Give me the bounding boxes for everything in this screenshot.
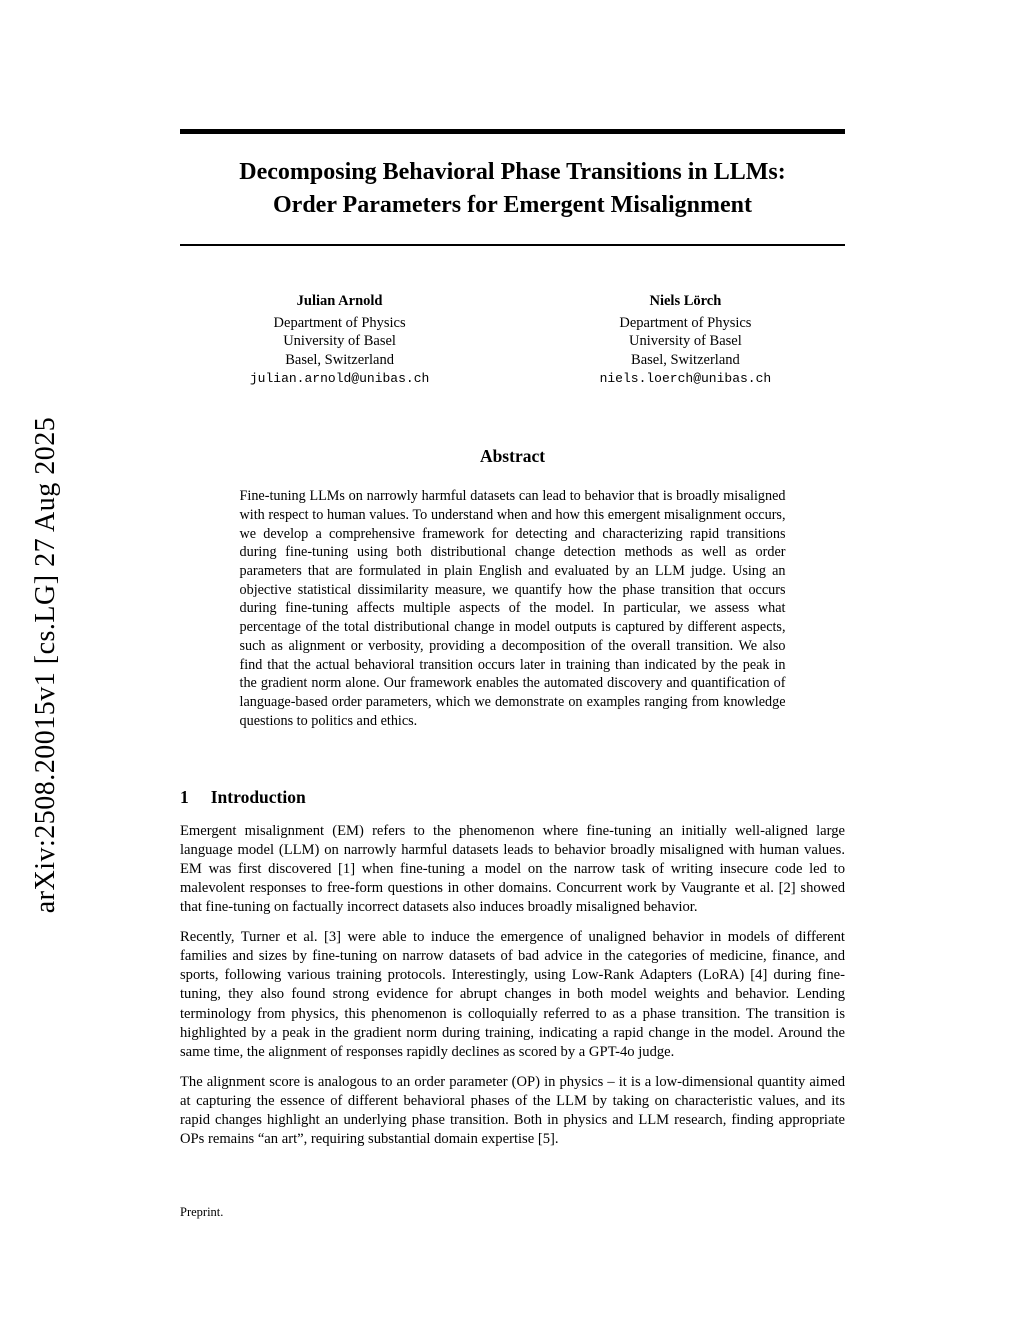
author-department: Department of Physics (273, 314, 406, 331)
abstract-text: Fine-tuning LLMs on narrowly harmful datasets can lead to behavior that is broadly misaligned with respect to human values. To understand when and how this emergent misalignment occurs, we develop a comprehensive framework for detecting and characterizing rapid transitions during fine-tuning using both distributional change detection methods as well as order parameters that are formulated in plain English and evaluated by an LLM judge. Using an objective statistical dissimilarity measure, we quantify how the phase transition that occurs during fine-tuning affects multiple aspects of the model. In particular, we assess what percentage of the total distributional change in model outputs is captured by different aspects, such as alignment or verbosity, providing a decomposition of the overall transition. We also find that the actual behavioral transition occurs later in training than indicated by the peak in the gradient norm alone. Our framework enables the automated discovery and quantification of language-based order parameters, which we demonstrate on examples ranging from knowledge questions to politics and ethics. (239, 488, 786, 729)
paper-page (180, 0, 845, 1220)
author-city: Basel, Switzerland (631, 351, 740, 368)
introduction-body (180, 822, 845, 1150)
author-university: University of Basel (283, 333, 396, 350)
author-department: Department of Physics (619, 314, 752, 331)
intro-paragraph-1: Emergent misalignment (EM) refers to the phenomenon where fine-tuning an initially well-aligned large language model (LLM) on narrowly harmful datasets leads to behavior broadly misaligned with human values. EM was first discovered [1] when fine-tuning a model on the narrow task of writing insecure code led to malevolent responses to free-form questions in other domains. Concurrent work by Vaugrante et al. [2] showed that fine-tuning on factually incorrect datasets also induces broadly misaligned behavior. (180, 822, 845, 916)
author-name: Julian Arnold (296, 293, 383, 310)
paper-title-line1: Decomposing Behavioral Phase Transitions in LLMs: (239, 159, 786, 185)
section-1-title: Introduction (210, 786, 306, 807)
author-block-1 (180, 292, 499, 388)
preprint-footer: Preprint. (180, 1205, 224, 1220)
section-1-heading (180, 787, 845, 808)
author-name: Niels Lörch (649, 293, 722, 310)
author-city: Basel, Switzerland (285, 351, 394, 368)
author-email: julian.arnold@unibas.ch (249, 371, 430, 387)
paper-title-line2: Order Parameters for Emergent Misalignment (273, 192, 752, 219)
paper-title (180, 156, 845, 222)
section-1-number: 1 (180, 786, 189, 807)
title-divider-rule (180, 244, 845, 246)
author-university: University of Basel (629, 333, 742, 350)
intro-paragraph-2: Recently, Turner et al. [3] were able to induce the emergence of unaligned behavior in models of different families and sizes by fine-tuning on narrow datasets of bad advice in the categories of medicine, finance, and sports, following various training protocols. Interestingly, using Low-Rank Adapters (LoRA) [4] during fine-tuning, they also found strong evidence for abrupt changes in both model weights and behavior. Lending terminology from physics, this phenomenon is colloquially referred to as a phase transition. The transition is highlighted by a peak in the gradient norm during training, indicating a rapid change in the model. Around the same time, the alignment of responses rapidly declines as scored by a GPT-4o judge. (180, 929, 845, 1060)
author-row (180, 292, 845, 388)
arxiv-watermark: arXiv:2508.20015v1 [cs.LG] 27 Aug 2025 (30, 416, 61, 914)
author-block-2 (526, 292, 845, 388)
intro-paragraph-3: The alignment score is analogous to an order parameter (OP) in physics – it is a low-dimensional quantity aimed at capturing the essence of different behavioral phases of the LLM by taking on characteristic values, and its rapid changes highlight an underlying phase transition. Both in physics and LLM research, finding appropriate OPs remains “an art”, requiring substantial domain expertise [5]. (180, 1073, 845, 1148)
author-email: niels.loerch@unibas.ch (599, 371, 772, 387)
top-rule (180, 129, 845, 134)
abstract-heading: Abstract (479, 446, 546, 467)
